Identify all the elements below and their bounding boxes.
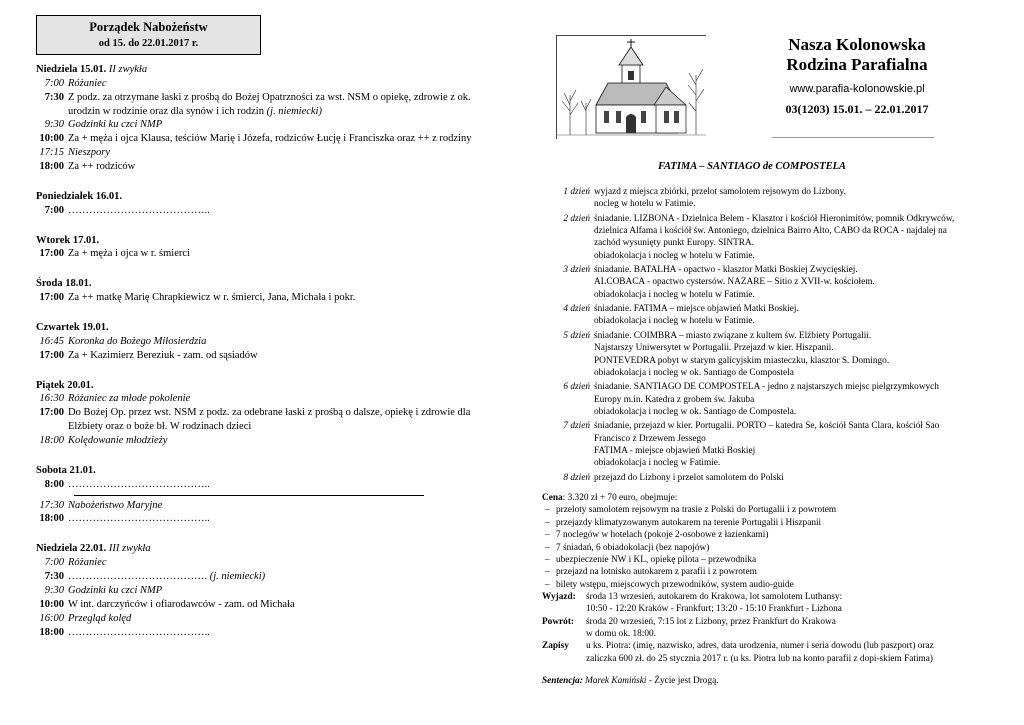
sentence-label: Sentencja:: [542, 676, 583, 687]
intention-text: W int. darczyńców i ofiarodawców - zam. od Michała: [68, 598, 295, 610]
itinerary-day-details: [594, 213, 962, 262]
mass-intention: [68, 146, 482, 160]
return-line: w domu ok. 18:00.: [586, 629, 656, 640]
intention-text: Nieszpory: [68, 147, 110, 159]
dash-bullet: –: [545, 579, 550, 590]
itinerary-day: [542, 420, 962, 469]
mass-entry: [36, 612, 482, 626]
itinerary-day: [542, 381, 962, 418]
itinerary-day-label: 1 dzień: [563, 186, 590, 197]
masthead-divider: [772, 137, 934, 138]
intention-text: Kolędowanie młodzieży: [68, 435, 168, 447]
itinerary-day: [542, 472, 962, 484]
day-spacer: [36, 448, 482, 464]
day-title: [36, 379, 482, 393]
mass-time: 17:00: [39, 407, 64, 419]
trip-title: FATIMA – SANTIAGO de COMPOSTELA: [657, 161, 847, 172]
itinerary-line: śniadanie. COIMBRA – miasto związane z kultem św. Elżbiety Portugalii.: [594, 330, 872, 341]
mass-intention: [68, 434, 482, 448]
itinerary-day: [542, 330, 962, 379]
include-item: [542, 566, 962, 578]
trip-itinerary: [542, 186, 962, 484]
mass-time: 10:00: [39, 598, 64, 610]
mass-entry: [36, 146, 482, 160]
intention-text: …………………………………..: [68, 204, 210, 216]
mass-entry: [36, 499, 482, 513]
mass-intention: [68, 584, 482, 598]
signup-details: u ks. Piotra: (imię, nazwisko, adres, data urodzenia, numer i seria dowodu (lub paszport) oraz zaliczka 600 zł. do 25 stycznia 2017 r. (u ks. Piotra lub na konto parafii z dopi-skiem Fatima): [586, 641, 934, 664]
day-date: Czwartek 19.01.: [36, 322, 109, 334]
day-date: Poniedziałek 16.01.: [36, 190, 123, 202]
mass-time: 18:00: [39, 513, 64, 525]
price-includes-list: [542, 504, 962, 591]
mass-intention: [68, 499, 482, 513]
itinerary-day-details: [594, 330, 962, 379]
itinerary-line: obiadokolacja i nocleg w Fatimie.: [594, 458, 721, 469]
mass-time: 16:00: [39, 612, 64, 624]
sentence-text: - Życie jest Drogą.: [646, 676, 719, 687]
newsletter-title-line2: Rodzina Parafialna: [786, 54, 928, 74]
schedule-day: [36, 261, 482, 305]
price-value: : 3.320 zł + 70 euro, obejmuje:: [562, 493, 678, 504]
itinerary-day-details: [594, 420, 962, 469]
price-line: [542, 492, 962, 504]
day-spacer: [36, 305, 482, 321]
mass-entry: [36, 626, 482, 640]
mass-intention: [68, 406, 482, 434]
include-text: bilety wstępu, miejscowych przewodników, system audio-guide: [556, 579, 794, 590]
day-date: Niedziela 22.01.: [36, 543, 107, 555]
mass-intention: [68, 349, 482, 363]
itinerary-day-label: 2 dzień: [563, 213, 590, 224]
include-item: [542, 517, 962, 529]
schedule-days: [36, 63, 482, 639]
mass-intention: [68, 478, 482, 492]
itinerary-line: śniadanie, przejazd w kier. Portugalii. PORTO – katedra Se, kościół Santa Clara, kościół Sao Francisco z Drzewem Jessego: [594, 421, 940, 444]
schedule-title: Porządek Nabożeństw: [89, 20, 208, 34]
mass-entry: [36, 406, 482, 434]
include-item: [542, 504, 962, 516]
include-text: ubezpieczenie NW i KL, opiekę pilota – przewodnika: [556, 554, 757, 565]
intention-text: Z podz. za otrzymane łaski z prośbą do Bożej Opatrzności za wst. NSM o opiekę, zdrowie z ok. urodzin w rodzinie oraz dla synów i ich rodzin: [68, 91, 471, 117]
itinerary-line: śniadanie. SANTIAGO DE COMPOSTELA - jedno z najstarszych miejsc pielgrzymkowych Europy m.in. Katedra z grobem św. Jakuba: [594, 382, 939, 405]
itinerary-day-label: 3 dzień: [563, 265, 590, 276]
sentence-line: [542, 675, 962, 687]
intention-text: Za ++ matkę Marię Chrapkiewicz w r. śmierci, Jana, Michała i pokr.: [68, 292, 356, 304]
mass-time: 18:00: [39, 435, 64, 447]
mass-intention: [68, 512, 482, 526]
mass-intention: [68, 118, 482, 132]
include-text: przejazdy klimatyzowanym autokarem na terenie Portugalii i Hiszpanii: [556, 517, 822, 528]
mass-entry: [36, 91, 482, 119]
intention-text: Za ++ rodziców: [68, 161, 136, 173]
day-date: Piątek 20.01.: [36, 379, 94, 391]
include-text: przeloty samolotem rejsowym na trasie z Polski do Portugalii i z powrotem: [556, 505, 837, 516]
itinerary-day-label: 6 dzień: [563, 382, 590, 393]
mass-entry: [36, 291, 482, 305]
schedule-day: [36, 218, 482, 262]
intention-text: Do Bożej Op. przez wst. NSM z podz. za odebrane łaski z prośbą o dalsze, opiekę i zdrowie dla Elżbiety oraz o boże bł. W rodzinach dzieci: [68, 407, 471, 433]
day-title: [36, 277, 482, 291]
day-title: [36, 542, 482, 556]
include-text: 7 noclegów w hotelach (pokoje 2-osobowe z łazienkami): [556, 530, 769, 541]
intention-text: Za + męża i ojca Klausa, teściów Marię i Józefa, rodziców Łucję i Franciszka oraz ++ z rodziny: [68, 133, 472, 145]
dash-bullet: –: [545, 554, 550, 565]
mass-time: 16:45: [39, 335, 64, 347]
intention-text: Różaniec za młode pokolenie: [68, 393, 191, 405]
mass-time: 7:00: [44, 204, 64, 216]
itinerary-line: PONTEVEDRA pobyt w starym galicyjskim miasteczku, klasztor S. Domingo.: [594, 355, 890, 366]
itinerary-line: śniadanie. BATALHA - opactwo - klasztor Matki Boskiej Zwycięskiej.: [594, 265, 858, 276]
intention-text: Różaniec: [68, 77, 107, 89]
itinerary-day-details: [594, 303, 962, 328]
day-title: [36, 464, 482, 478]
liturgical-note: II zwykła: [108, 64, 148, 75]
mass-intention: [68, 612, 482, 626]
itinerary-day-label: 4 dzień: [563, 304, 590, 315]
mass-time: 16:30: [39, 393, 64, 405]
intention-text: Za + Kazimierz Bereziuk - zam. od sąsiadów: [68, 349, 258, 361]
intention-text: Przegląd kolęd: [68, 612, 132, 624]
departure-line: 10:50 - 12:20 Kraków - Frankfurt; 13:20 - 15:10 Frankfurt - Lizbona: [586, 604, 842, 615]
itinerary-day-label: 8 dzień: [563, 472, 590, 483]
schedule-header-box: [36, 15, 261, 55]
masthead-title: [752, 35, 962, 117]
itinerary-day-label: 7 dzień: [563, 421, 590, 432]
mass-entry: [36, 349, 482, 363]
schedule-day: [36, 448, 482, 526]
day-date: Środa 18.01.: [36, 278, 92, 290]
mass-entry: [36, 77, 482, 91]
mass-intention: [68, 91, 482, 119]
intention-text: …………………………………..: [68, 478, 210, 490]
mass-intention: [68, 556, 482, 570]
include-item: [542, 529, 962, 541]
mass-time: 17:15: [39, 147, 64, 159]
itinerary-day-details: [594, 186, 962, 211]
itinerary-day: [542, 186, 962, 211]
dash-bullet: –: [545, 517, 550, 528]
day-date: Sobota 21.01.: [36, 464, 96, 476]
day-spacer: [36, 218, 482, 234]
schedule-divider: [74, 495, 424, 496]
day-title: [36, 190, 482, 204]
mass-time: 17:30: [39, 499, 64, 511]
include-item: [542, 579, 962, 591]
itinerary-day-label: 5 dzień: [563, 330, 590, 341]
itinerary-line: przejazd do Lizbony i przelot samolotem do Polski: [594, 472, 784, 483]
mass-entry: [36, 478, 482, 492]
intention-text: …………………………………..: [68, 513, 210, 525]
day-spacer: [36, 261, 482, 277]
itinerary-line: śniadanie. LIZBONA - Dzielnica Belem - Klasztor i kościół Hieronimitów, pomnik Odkrywców, dzielnica Alfama i kościół św. Antoniego, dzielnica Bairro Alto, CABO da ROCA - najdalej na zachód wysunięty punkt Europy. SINTRA.: [594, 213, 955, 249]
mass-entry: [36, 598, 482, 612]
mass-time: 9:30: [44, 119, 64, 131]
mass-intention: [68, 598, 482, 612]
return-line: środa 20 wrzesień, 7:15 lot z Lizbony, przez Frankfurt do Krakowa: [586, 616, 836, 627]
departure-row: [542, 591, 962, 616]
intention-text: Koronka do Bożego Miłosierdzia: [68, 335, 207, 347]
day-spacer: [36, 526, 482, 542]
mass-intention: [68, 204, 482, 218]
sentence-author: Marek Kamiński: [585, 676, 647, 687]
language-note: (j. niemiecki): [266, 105, 322, 117]
mass-entry: [36, 434, 482, 448]
price-label: Cena: [542, 493, 563, 504]
day-title: [36, 63, 482, 77]
mass-intention: [68, 570, 482, 584]
departure-details: [586, 591, 962, 616]
include-item: [542, 554, 962, 566]
mass-time: 9:30: [44, 584, 64, 596]
intention-text: ………………………………….: [68, 571, 208, 583]
include-text: przejazd na lotnisko autokarem z parafii i z powrotem: [556, 567, 757, 578]
mass-entry: [36, 512, 482, 526]
mass-intention: [68, 160, 482, 174]
dash-bullet: –: [545, 567, 550, 578]
mass-schedule: [36, 15, 482, 639]
mass-time: 7:30: [44, 91, 64, 103]
intention-text: Nabożeństwo Maryjne: [68, 499, 163, 511]
include-item: [542, 542, 962, 554]
mass-time: 10:00: [39, 133, 64, 145]
itinerary-line: obiadokolacja i nocleg w ok. Santiago de Compostela.: [594, 406, 797, 417]
day-spacer: [36, 363, 482, 379]
mass-time: 17:00: [39, 248, 64, 260]
mass-intention: [68, 626, 482, 640]
mass-time: 18:00: [39, 161, 64, 173]
schedule-day: [36, 305, 482, 363]
itinerary-line: wyjazd z miejsca zbiórki, przelot samolotem rejsowym do Lizbony.: [594, 186, 846, 197]
itinerary-line: FATIMA - miejsce objawień Matki Boskiej: [594, 446, 756, 457]
itinerary-line: obiadokolacja i nocleg w hotelu w Fatimie.: [594, 289, 755, 300]
itinerary-line: obiadokolacja i nocleg w hotelu w Fatimie.: [594, 316, 755, 327]
liturgical-note: III zwykła: [108, 543, 151, 555]
itinerary-line: śniadanie. FATIMA – miejsce objawień Matki Boskiej.: [594, 304, 799, 315]
mass-entry: [36, 392, 482, 406]
itinerary-day-details: [594, 472, 962, 484]
intention-text: …………………………………..: [68, 626, 210, 638]
dash-bullet: –: [545, 542, 550, 553]
masthead: [542, 15, 962, 143]
itinerary-line: obiadokolacja i nocleg w ok. Santiago de Compostela: [594, 367, 794, 378]
departure-label: Wyjazd:: [542, 592, 576, 602]
return-label: Powrót:: [542, 616, 575, 627]
itinerary-line: ALCOBACA - opactwo cystersów. NAZARE – Sitio z XVII-w. kościołem.: [594, 277, 875, 288]
mass-entry: [36, 204, 482, 218]
mass-intention: [68, 247, 482, 261]
mass-intention: [68, 132, 482, 146]
mass-time: 7:30: [44, 571, 64, 583]
dash-bullet: –: [545, 505, 550, 516]
mass-time: 7:00: [44, 77, 64, 89]
schedule-day: [36, 63, 482, 174]
mass-entry: [36, 556, 482, 570]
schedule-day: [36, 174, 482, 218]
mass-entry: [36, 160, 482, 174]
mass-entry: [36, 570, 482, 584]
day-date: Niedziela 15.01.: [36, 64, 107, 75]
day-title: [36, 234, 482, 248]
itinerary-line: nocleg w hotelu w Fatimie.: [594, 199, 696, 210]
itinerary-line: Najstarszy Uniwersytet w Portugalii. Przejazd w kier. Hiszpanii.: [594, 343, 834, 354]
day-date: Wtorek 17.01.: [36, 234, 100, 246]
schedule-day: [36, 526, 482, 639]
bulletin-right-page: [542, 15, 962, 688]
mass-entry: [36, 335, 482, 349]
include-text: 7 śniadań, 6 obiadokolacji (bez napojów): [556, 542, 710, 553]
issue-number: 03(1203) 15.01. – 22.01.2017: [785, 101, 929, 116]
itinerary-day-details: [594, 381, 962, 418]
mass-time: 18:00: [39, 626, 64, 638]
return-row: [542, 616, 962, 641]
signup-label: Zapisy: [542, 641, 569, 652]
mass-time: 7:00: [44, 557, 64, 569]
mass-time: 17:00: [39, 349, 64, 361]
mass-entry: [36, 247, 482, 261]
departure-line: środa 13 wrzesień, autokarem do Krakowa, lot samolotem Luthansy:: [586, 592, 843, 602]
mass-entry: [36, 132, 482, 146]
intention-text: Różaniec: [68, 557, 107, 569]
intention-text: Godzinki ku czci NMP: [68, 584, 163, 596]
signup-row: [542, 640, 962, 665]
intention-text: Za + męża i ojca w r. śmierci: [68, 248, 190, 260]
day-title: [36, 321, 482, 335]
church-illustration: [556, 35, 706, 139]
mass-intention: [68, 77, 482, 91]
church-drawing-icon: [556, 35, 706, 139]
itinerary-line: obiadokolacja i nocleg w hotelu w Fatimie.: [594, 250, 755, 261]
mass-intention: [68, 335, 482, 349]
mass-time: 8:00: [44, 478, 64, 490]
mass-entry: [36, 118, 482, 132]
schedule-date-range: od 15. do 22.01.2017 r.: [98, 37, 199, 49]
trip-details: [542, 492, 962, 687]
return-details: [586, 616, 962, 641]
itinerary-day: [542, 303, 962, 328]
itinerary-day: [542, 213, 962, 262]
mass-time: 17:00: [39, 292, 64, 304]
language-note: (j. niemiecki): [209, 571, 266, 583]
day-spacer: [36, 174, 482, 190]
mass-intention: [68, 392, 482, 406]
parish-website-link[interactable]: www.parafia-kolonowskie.pl: [789, 83, 925, 96]
itinerary-day: [542, 264, 962, 301]
mass-entry: [36, 584, 482, 598]
dash-bullet: –: [545, 530, 550, 541]
mass-intention: [68, 291, 482, 305]
newsletter-title-line1: Nasza Kolonowska: [788, 35, 926, 54]
intention-text: Godzinki ku czci NMP: [68, 119, 163, 131]
schedule-day: [36, 363, 482, 448]
itinerary-day-details: [594, 264, 962, 301]
